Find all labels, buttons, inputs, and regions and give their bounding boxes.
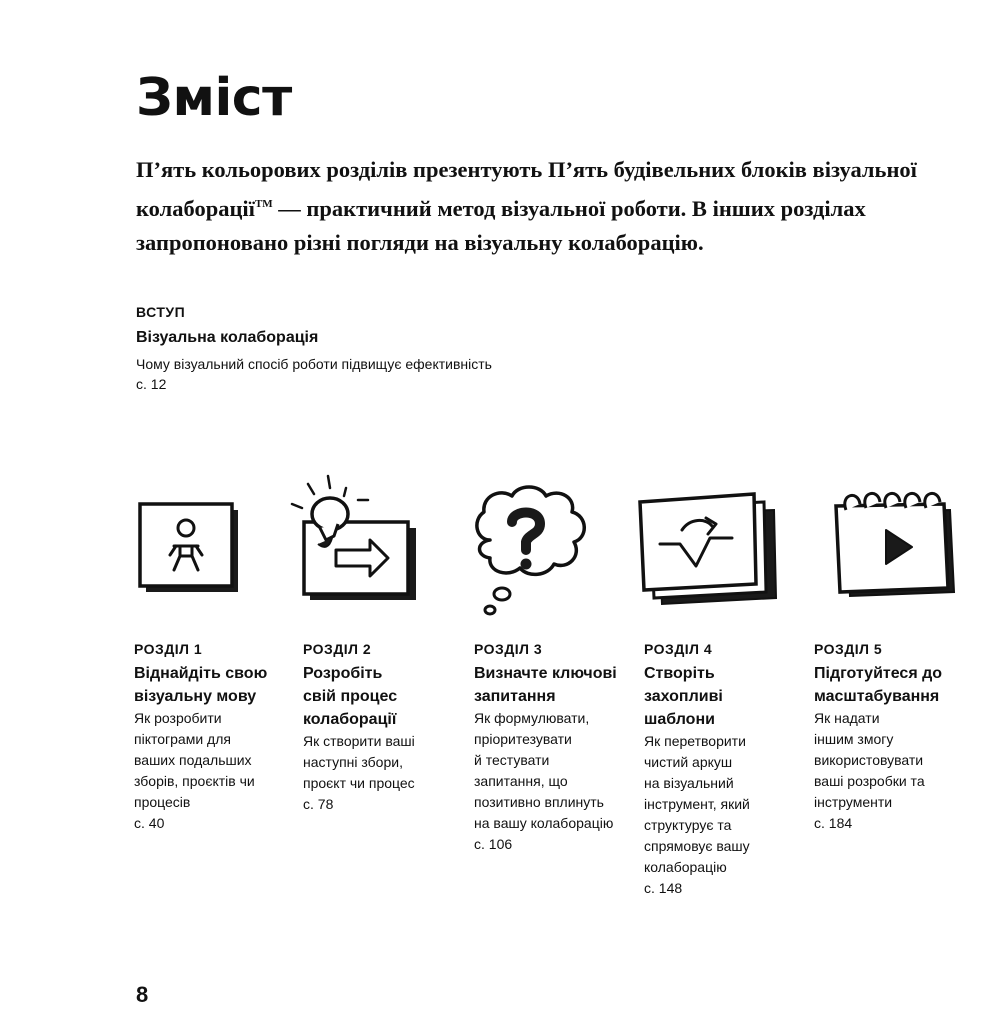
chapter-label: РОЗДІЛ 1: [134, 641, 203, 657]
chapter-description: Як формулювати, пріоритезувати й тестувати запитання, що позитивно вплинуть на вашу колаборацію: [474, 710, 614, 831]
chapter-title: Визначте ключові запитання: [474, 665, 617, 705]
question-cloud-icon: [466, 484, 596, 619]
chapter-title: Розробіть свій процес колаборації: [303, 665, 398, 728]
chapter-description: Як створити ваші наступні збори, проєкт чи процес: [303, 733, 415, 791]
intro-text-main: П’ять кольорових розділів презентують П’ять будівельних блоків візуальної колаборації: [136, 157, 917, 221]
chapter-2[interactable]: [303, 640, 463, 815]
chapter-label: РОЗДІЛ 5: [814, 641, 883, 657]
chapter-page: с. 40: [134, 815, 165, 831]
page-number: 8: [136, 982, 149, 1007]
chapter-title: Віднайдіть свою візуальну мову: [134, 665, 268, 705]
chapter-description: Як розробити піктограми для ваших подальших зборів, проєктів чи процесів: [134, 710, 255, 810]
trademark-mark: TM: [254, 198, 273, 210]
chapter-page: с. 184: [814, 815, 853, 831]
chapter-label: РОЗДІЛ 2: [303, 641, 372, 657]
chapter-description: Як перетворити чистий аркуш на візуальний інструмент, який структурує та спрямовує вашу колаборацію: [644, 733, 750, 875]
template-stack-icon: [636, 488, 781, 613]
intro-section-page: с. 12: [136, 376, 167, 392]
chapter-title: Створіть захопливі шаблони: [644, 665, 723, 728]
intro-section-title: Візуальна колаборація: [136, 329, 319, 346]
intro-section-description: Чому візуальний спосіб роботи підвищує ефективність: [136, 356, 492, 372]
chapter-1[interactable]: [134, 640, 294, 834]
flipchart-play-icon: [832, 488, 962, 608]
lightbulb-arrow-icon: [286, 470, 426, 610]
chapter-label: РОЗДІЛ 4: [644, 641, 713, 657]
page-title: Зміст: [136, 68, 292, 128]
intro-text-rest: — практичний метод візуальної роботи. В інших розділах запропоновано різні погляди на візуальну колаборацію.: [136, 196, 866, 255]
chapter-4[interactable]: [644, 640, 804, 899]
intro-paragraph: [136, 153, 936, 260]
chapter-5[interactable]: [814, 640, 984, 834]
chapter-page: с. 148: [644, 880, 683, 896]
chapter-page: с. 106: [474, 836, 513, 852]
intro-section-label: ВСТУП: [136, 304, 186, 320]
chapter-description: Як надати іншим змогу використовувати ваші розробки та інструменти: [814, 710, 925, 810]
chapter-label: РОЗДІЛ 3: [474, 641, 543, 657]
chapter-page: с. 78: [303, 796, 334, 812]
intro-section: [136, 304, 492, 394]
person-pictogram-icon: [136, 500, 246, 600]
chapter-3[interactable]: [474, 640, 644, 855]
chapter-title: Підготуйтеся до масштабування: [814, 665, 943, 705]
